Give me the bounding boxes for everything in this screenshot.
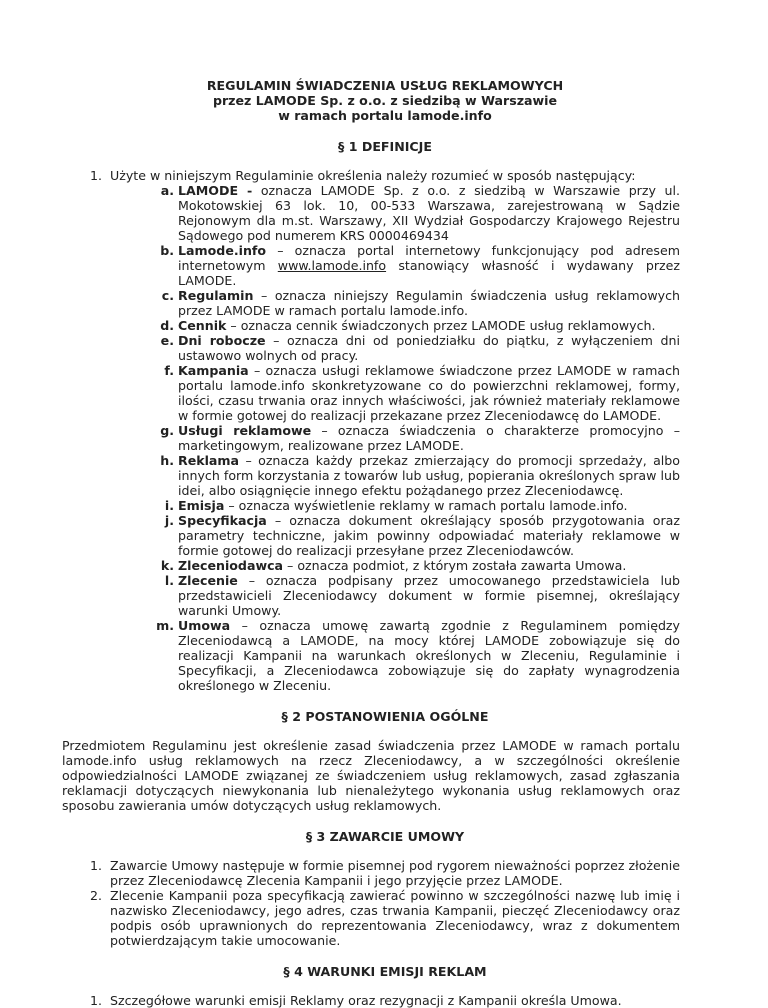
section-2-paragraph: Przedmiotem Regulaminu jest określenie zasad świadczenia przez LAMODE w ramach portalu lamode.info usług reklamowych na rzecz Zleceniodawcy, a w szczególności określenie odpowiedzialności LAMODE związanej ze świadczeniem usług reklamowych, zasad zgłaszania reklamacji dotyczących niewykonania lub nienależytego wykonania usług reklamowych oraz sposobu zawierania umów dotyczących usług reklamowych. [62, 738, 680, 813]
definition-letter: i. [164, 498, 174, 513]
item-number: 1. [90, 993, 103, 1008]
definition-term: Emisja [178, 498, 225, 513]
section-2-heading: § 2 POSTANOWIENIA OGÓLNE [281, 709, 489, 724]
section-3-item-2 [90, 888, 680, 948]
title-line-2: przez LAMODE Sp. z o.o. z siedzibą w Warszawie [212, 93, 558, 108]
title-line-1: REGULAMIN ŚWIADCZENIA USŁUG REKLAMOWYCH [206, 78, 564, 93]
definition-letter: h. [160, 453, 174, 468]
definition-item [160, 558, 680, 573]
section-4-item-1 [90, 993, 680, 1008]
definition-letter: j. [164, 513, 174, 528]
definition-item [161, 288, 680, 318]
definition-letter: f. [164, 363, 174, 378]
section-3-list [90, 858, 680, 948]
document-title [90, 78, 680, 123]
definition-letter: g. [160, 423, 174, 438]
definition-term: Dni robocze [178, 333, 266, 348]
definition-text: – oznacza dokument określający sposób przygotowania oraz parametry techniczne, jakim powinny odpowiadać materiały reklamowe w formie gotowej do realizacji przesyłane przez Zleceniodawców. [178, 513, 680, 558]
definition-text: – oznacza portal internetowy funkcjonujący pod adresem internetowym [178, 243, 680, 273]
definition-item [160, 333, 680, 363]
definition-term: Zlecenie [178, 573, 238, 588]
definition-text: – oznacza umowę zawartą zgodnie z Regulaminem pomiędzy Zleceniodawcą a LAMODE, na mocy której LAMODE zobowiązuje się do realizacji Kampanii na warunkach określonych w Zleceniu, Regulaminie i Specyfikacji, a Zleceniodawca zobowiązuje się do zapłaty wynagrodzenia określonego w Zleceniu. [178, 618, 680, 693]
title-line-3: w ramach portalu lamode.info [278, 108, 492, 123]
definition-letter: k. [160, 558, 174, 573]
definition-term: Umowa [178, 618, 231, 633]
definition-text: oznacza LAMODE Sp. z o.o. z siedzibą w Warszawie przy ul. Mokotowskiej 63 lok. 10, 00-533 Warszawa, zarejestrowaną w Sądzie Rejonowym dla m.st. Warszawy, XII Wydział Gospodarczy Krajowego Rejestru Sądowego pod numerem KRS 0000469434 [178, 183, 680, 243]
item-number: 2. [90, 888, 103, 903]
definition-text: – oznacza podpisany przez umocowanego przedstawiciela lub przedstawicieli Zleceniodawcy dokument w formie pisemnej, określający warunki Umowy. [178, 573, 680, 618]
definition-item [160, 453, 680, 498]
definition-term: Regulamin [178, 288, 254, 303]
definition-term: Cennik [178, 318, 227, 333]
definition-text-continued: stanowiący własność i wydawany przez LAMODE. [178, 258, 680, 288]
definition-term: Zleceniodawca [178, 558, 284, 573]
definition-letter: c. [161, 288, 174, 303]
section-1-heading: § 1 DEFINICJE [338, 139, 432, 154]
definitions-list [156, 183, 680, 693]
definition-item [164, 498, 680, 513]
item-number: 1. [90, 858, 103, 873]
item-text: Zawarcie Umowy następuje w formie pisemnej pod rygorem nieważności poprzez złożenie przez Zleceniodawcę Zlecenia Kampanii i jego przyjęcie przez LAMODE. [110, 858, 680, 888]
definition-item [164, 573, 680, 618]
section-4-heading: § 4 WARUNKI EMISJI REKLAM [283, 964, 487, 979]
definition-item [164, 513, 680, 558]
definition-text: – oznacza niniejszy Regulamin świadczenia usług reklamowych przez LAMODE w ramach portalu lamode.info. [178, 288, 680, 318]
definition-term: Usługi reklamowe [178, 423, 312, 438]
portal-link[interactable]: www.lamode.info [277, 258, 387, 273]
definition-letter: d. [160, 318, 174, 333]
section-3-item-1 [90, 858, 680, 888]
item-text: Szczegółowe warunki emisji Reklamy oraz rezygnacji z Kampanii określa Umowa. [110, 993, 622, 1008]
definition-letter: a. [160, 183, 174, 198]
definition-term: Kampania [178, 363, 249, 378]
section-3-heading: § 3 ZAWARCIE UMOWY [305, 829, 465, 844]
section-1-list [90, 168, 680, 693]
definition-item [164, 363, 680, 423]
definition-text: – oznacza świadczenia o charakterze promocyjno – marketingowym, realizowane przez LAMODE. [178, 423, 680, 453]
definition-item [160, 183, 680, 243]
definition-item [160, 318, 680, 333]
definition-item [160, 243, 680, 288]
definition-term: LAMODE - [178, 183, 253, 198]
definition-letter: b. [160, 243, 174, 258]
item-text: Zlecenie Kampanii poza specyfikacją zawierać powinno w szczególności nazwę lub imię i nazwisko Zleceniodawcy, jego adres, czas trwania Kampanii, pieczęć Zleceniodawcy oraz podpis osób uprawnionych do reprezentowania Zleceniodawcy, wraz z dokumentem potwierdzającym takie umocowanie. [110, 888, 680, 948]
definition-term: Lamode.info [178, 243, 267, 258]
definition-text: – oznacza wyświetlenie reklamy w ramach portalu lamode.info. [224, 498, 628, 513]
definition-term: Specyfikacja [178, 513, 267, 528]
definition-item [160, 423, 680, 453]
definition-letter: m. [156, 618, 174, 633]
definition-text: – oznacza dni od poniedziałku do piątku, z wyłączeniem dni ustawowo wolnych od pracy. [178, 333, 680, 363]
section-1-item-1 [90, 168, 680, 693]
definition-text: – oznacza cennik świadczonych przez LAMODE usług reklamowych. [226, 318, 656, 333]
definition-term: Reklama [178, 453, 240, 468]
section-4-list [90, 993, 680, 1008]
definition-text: – oznacza każdy przekaz zmierzający do promocji sprzedaży, albo innych form korzystania z towarów lub usług, popierania określonych spraw lub idei, albo osiągnięcie innego efektu pożądanego przez Zleceniodawcę. [178, 453, 680, 498]
definition-letter: e. [160, 333, 174, 348]
item-number: 1. [90, 168, 103, 183]
definition-letter: l. [164, 573, 174, 588]
item-text: Użyte w niniejszym Regulaminie określenia należy rozumieć w sposób następujący: [110, 168, 636, 183]
definition-text: – oznacza podmiot, z którym została zawarta Umowa. [283, 558, 627, 573]
definition-item [156, 618, 680, 693]
definition-text: – oznacza usługi reklamowe świadczone przez LAMODE w ramach portalu lamode.info skonkretyzowane co do powierzchni reklamowej, formy, ilości, czasu trwania oraz innych właściwości, jak również materiały reklamowe w formie gotowej do realizacji przekazane przez Zleceniodawcę do LAMODE. [178, 363, 680, 423]
